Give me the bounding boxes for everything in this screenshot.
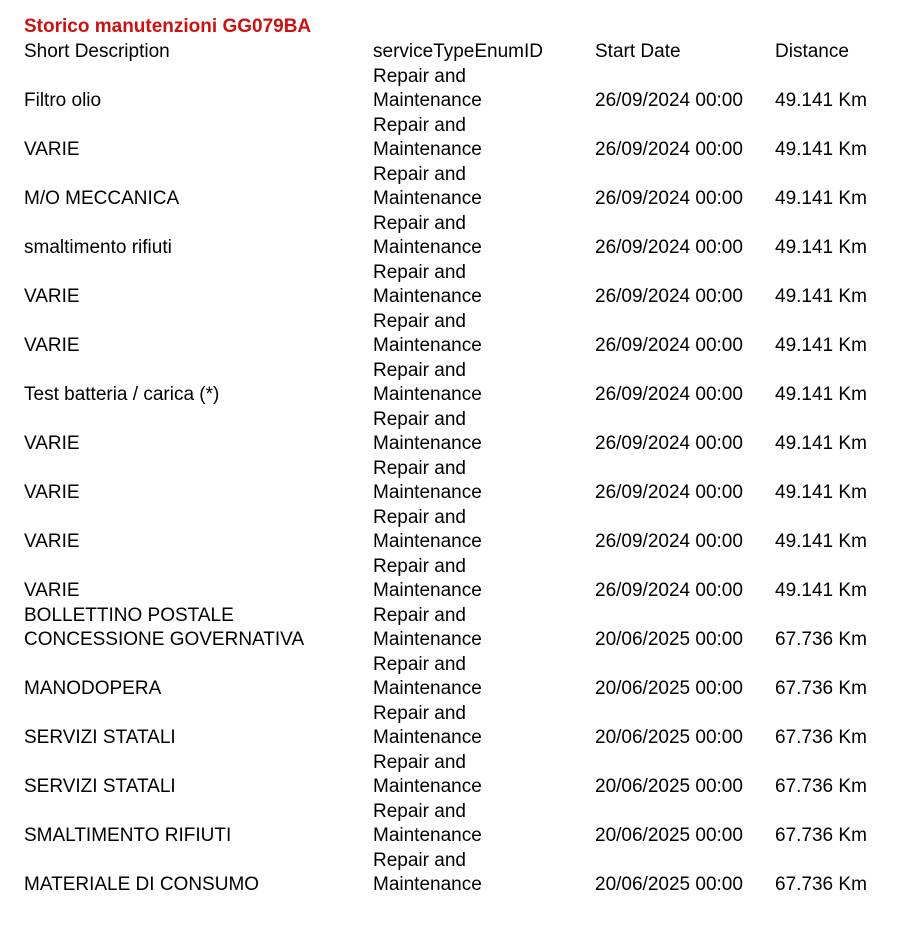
cell-distance: 49.141 Km (775, 139, 867, 160)
service-type-line-2: Maintenance (373, 825, 482, 846)
service-type-line-2: Maintenance (373, 776, 482, 797)
cell-distance: 49.141 Km (775, 580, 867, 601)
cell-service-type (373, 604, 595, 653)
cell-start-date: 20/06/2025 00:00 (595, 629, 743, 650)
description-line-1 (24, 65, 373, 90)
maintenance-table (24, 40, 894, 898)
description-line-2: VARIE (24, 433, 80, 454)
cell-service-type (373, 555, 595, 604)
cell-start-date: 26/09/2024 00:00 (595, 531, 743, 552)
service-type-line-2: Maintenance (373, 335, 482, 356)
service-type-line-1: Repair and (373, 114, 466, 136)
cell-short-description (24, 555, 373, 604)
header-service-type: serviceTypeEnumID (373, 41, 544, 62)
service-type-line-1: Repair and (373, 555, 466, 577)
cell-start-date: 26/09/2024 00:00 (595, 90, 743, 111)
description-line-2: SMALTIMENTO RIFIUTI (24, 825, 232, 846)
service-type-line-2: Maintenance (373, 433, 482, 454)
cell-distance: 49.141 Km (775, 531, 867, 552)
cell-start-date: 20/06/2025 00:00 (595, 874, 743, 895)
description-line-1 (24, 751, 373, 776)
service-type-line-1: Repair and (373, 212, 466, 234)
cell-short-description (24, 212, 373, 261)
description-line-1 (24, 457, 373, 482)
cell-service-type (373, 65, 595, 114)
service-type-line-2: Maintenance (373, 139, 482, 160)
description-line-1 (24, 212, 373, 237)
header-distance: Distance (775, 41, 849, 62)
cell-start-date: 20/06/2025 00:00 (595, 678, 743, 699)
cell-short-description (24, 653, 373, 702)
description-line-2: M/O MECCANICA (24, 188, 180, 209)
page-title: Storico manutenzioni GG079BA (24, 16, 312, 37)
description-line-1 (24, 849, 373, 874)
service-type-line-1: Repair and (373, 457, 466, 479)
description-line-1 (24, 555, 373, 580)
cell-distance: 67.736 Km (775, 678, 867, 699)
cell-short-description (24, 800, 373, 849)
cell-short-description (24, 163, 373, 212)
cell-short-description (24, 604, 373, 653)
cell-distance: 49.141 Km (775, 286, 867, 307)
service-type-line-2: Maintenance (373, 384, 482, 405)
cell-distance: 49.141 Km (775, 433, 867, 454)
service-type-line-2: Maintenance (373, 629, 482, 650)
cell-start-date: 20/06/2025 00:00 (595, 727, 743, 748)
service-type-line-1: Repair and (373, 163, 466, 185)
description-line-1 (24, 653, 373, 678)
cell-start-date: 26/09/2024 00:00 (595, 384, 743, 405)
cell-service-type (373, 800, 595, 849)
cell-distance: 67.736 Km (775, 874, 867, 895)
header-short-description: Short Description (24, 41, 170, 62)
description-line-1 (24, 408, 373, 433)
cell-short-description (24, 751, 373, 800)
service-type-line-1: Repair and (373, 359, 466, 381)
cell-distance: 49.141 Km (775, 90, 867, 111)
cell-start-date: 26/09/2024 00:00 (595, 237, 743, 258)
cell-short-description (24, 702, 373, 751)
cell-service-type (373, 653, 595, 702)
service-type-line-1: Repair and (373, 65, 466, 87)
service-type-line-1: Repair and (373, 653, 466, 675)
cell-start-date: 26/09/2024 00:00 (595, 580, 743, 601)
cell-distance: 49.141 Km (775, 482, 867, 503)
service-type-line-2: Maintenance (373, 286, 482, 307)
description-line-1 (24, 163, 373, 188)
maintenance-report (24, 14, 894, 898)
service-type-line-1: Repair and (373, 800, 466, 822)
description-line-2: CONCESSIONE GOVERNATIVA (24, 629, 305, 650)
cell-short-description (24, 310, 373, 359)
cell-service-type (373, 702, 595, 751)
description-line-1 (24, 800, 373, 825)
description-line-1 (24, 261, 373, 286)
service-type-line-2: Maintenance (373, 237, 482, 258)
description-line-2: VARIE (24, 531, 80, 552)
cell-start-date: 20/06/2025 00:00 (595, 776, 743, 797)
description-line-2: VARIE (24, 580, 80, 601)
cell-start-date: 26/09/2024 00:00 (595, 286, 743, 307)
description-line-1 (24, 506, 373, 531)
cell-service-type (373, 506, 595, 555)
service-type-line-1: Repair and (373, 310, 466, 332)
description-line-2: MATERIALE DI CONSUMO (24, 874, 260, 895)
cell-distance: 49.141 Km (775, 335, 867, 356)
description-line-1 (24, 310, 373, 335)
description-line-2: VARIE (24, 335, 80, 356)
cell-service-type (373, 359, 595, 408)
description-line-2: Filtro olio (24, 90, 102, 111)
cell-distance: 49.141 Km (775, 188, 867, 209)
service-type-line-2: Maintenance (373, 531, 482, 552)
description-line-2: Test batteria / carica (*) (24, 384, 220, 405)
description-line-2: smaltimento rifiuti (24, 237, 172, 258)
description-line-2: SERVIZI STATALI (24, 727, 176, 748)
cell-short-description (24, 65, 373, 114)
cell-start-date: 20/06/2025 00:00 (595, 825, 743, 846)
cell-distance: 67.736 Km (775, 825, 867, 846)
description-line-1 (24, 359, 373, 384)
description-line-1 (24, 114, 373, 139)
description-line-1 (24, 702, 373, 727)
description-line-2: VARIE (24, 286, 80, 307)
cell-short-description (24, 114, 373, 163)
service-type-line-1: Repair and (373, 751, 466, 773)
description-line-1: BOLLETTINO POSTALE (24, 604, 234, 626)
cell-distance: 67.736 Km (775, 776, 867, 797)
service-type-line-1: Repair and (373, 408, 466, 430)
cell-service-type (373, 212, 595, 261)
service-type-line-1: Repair and (373, 506, 466, 528)
header-start-date: Start Date (595, 41, 681, 62)
cell-short-description (24, 849, 373, 898)
description-line-2: VARIE (24, 482, 80, 503)
cell-distance: 67.736 Km (775, 727, 867, 748)
cell-service-type (373, 310, 595, 359)
cell-service-type (373, 849, 595, 898)
cell-service-type (373, 457, 595, 506)
service-type-line-2: Maintenance (373, 727, 482, 748)
cell-start-date: 26/09/2024 00:00 (595, 482, 743, 503)
service-type-line-2: Maintenance (373, 874, 482, 895)
cell-start-date: 26/09/2024 00:00 (595, 139, 743, 160)
cell-short-description (24, 408, 373, 457)
service-type-line-1: Repair and (373, 261, 466, 283)
cell-start-date: 26/09/2024 00:00 (595, 188, 743, 209)
cell-distance: 49.141 Km (775, 237, 867, 258)
service-type-line-2: Maintenance (373, 90, 482, 111)
cell-service-type (373, 163, 595, 212)
cell-short-description (24, 359, 373, 408)
cell-start-date: 26/09/2024 00:00 (595, 335, 743, 356)
description-line-2: SERVIZI STATALI (24, 776, 176, 797)
service-type-line-2: Maintenance (373, 580, 482, 601)
cell-service-type (373, 751, 595, 800)
cell-distance: 49.141 Km (775, 384, 867, 405)
service-type-line-1: Repair and (373, 702, 466, 724)
cell-service-type (373, 408, 595, 457)
cell-service-type (373, 261, 595, 310)
cell-distance: 67.736 Km (775, 629, 867, 650)
service-type-line-2: Maintenance (373, 678, 482, 699)
service-type-line-1: Repair and (373, 604, 466, 626)
cell-service-type (373, 114, 595, 163)
cell-start-date: 26/09/2024 00:00 (595, 433, 743, 454)
cell-short-description (24, 506, 373, 555)
cell-short-description (24, 261, 373, 310)
service-type-line-2: Maintenance (373, 188, 482, 209)
description-line-2: VARIE (24, 139, 80, 160)
service-type-line-2: Maintenance (373, 482, 482, 503)
description-line-2: MANODOPERA (24, 678, 162, 699)
service-type-line-1: Repair and (373, 849, 466, 871)
cell-short-description (24, 457, 373, 506)
